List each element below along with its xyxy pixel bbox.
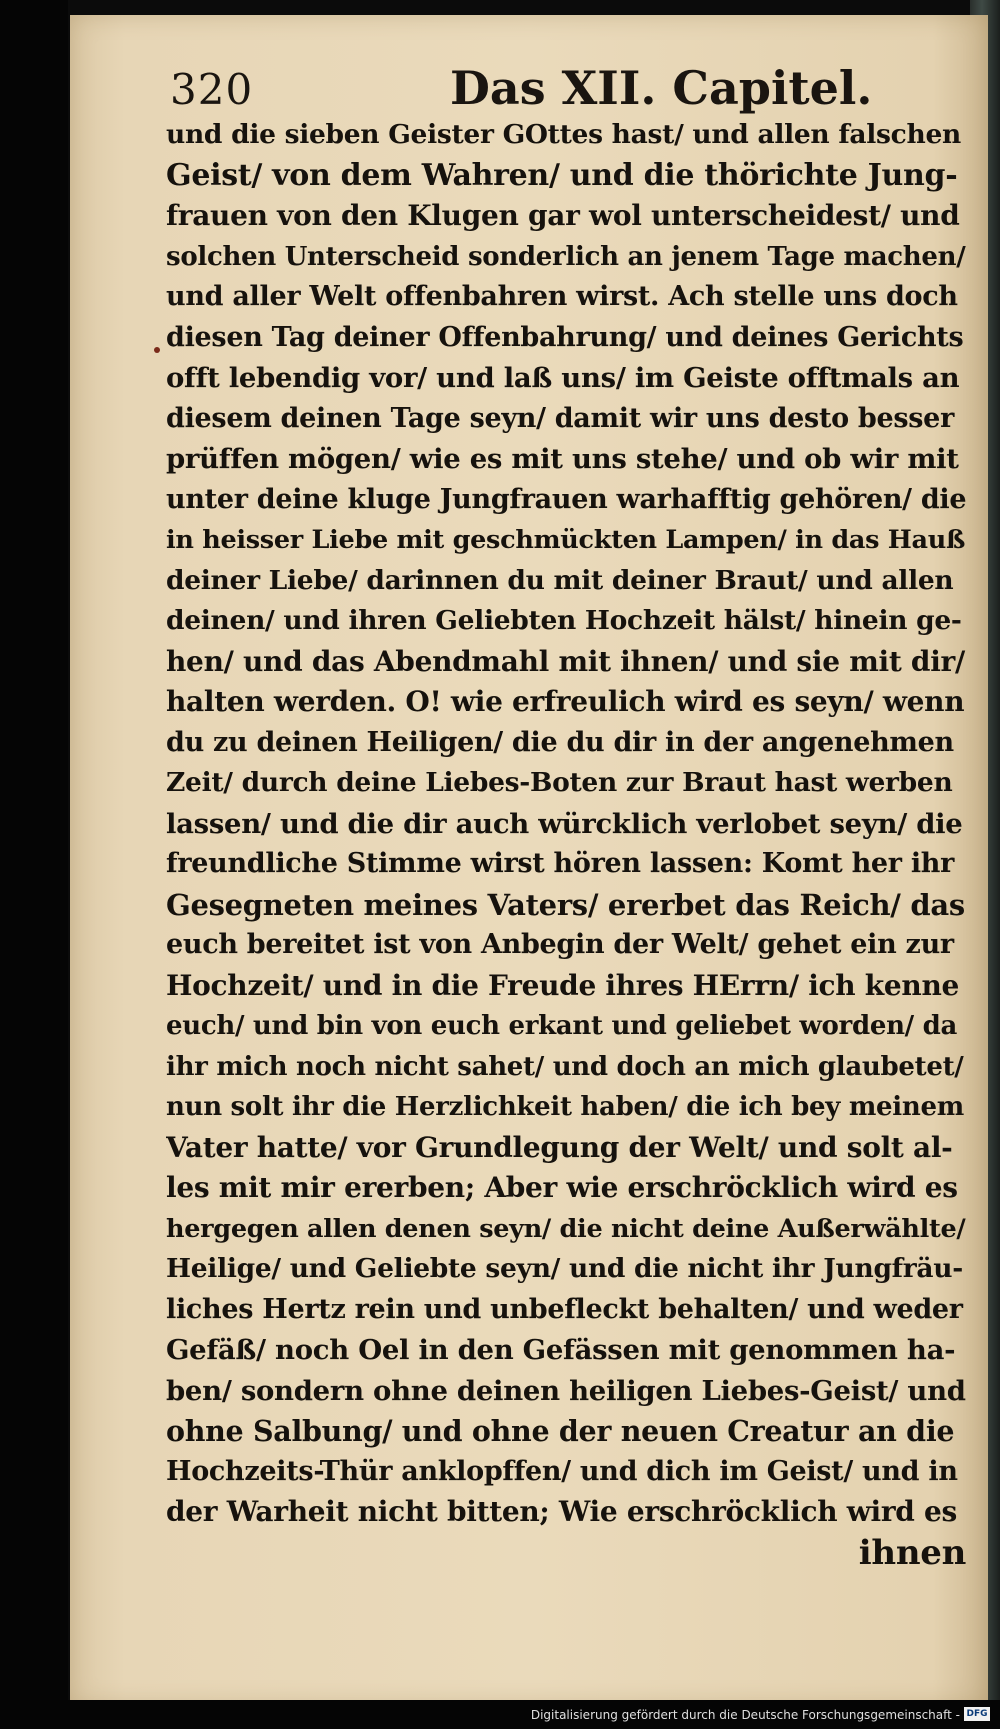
text-line: nun solt ihr die Herzlichkeit haben/ die ich bey meinem	[166, 1092, 964, 1122]
text-line: Zeit/ durch deine Liebes-Boten zur Braut hast werben	[166, 767, 953, 798]
text-line: euch/ und bin von euch erkant und geliebet worden/ da	[166, 1011, 958, 1041]
text-line: und aller Welt offenbahren wirst. Ach stelle uns doch	[166, 281, 958, 312]
margin-mark	[154, 347, 160, 353]
text-line: Hochzeits-Thür anklopffen/ und dich im Geist/ und in	[166, 1455, 958, 1487]
text-line: Gesegneten meines Vaters/ ererbet das Reich/ das	[166, 887, 965, 922]
text-line: ihr mich noch nicht sahet/ und doch an mich glaubetet/	[166, 1051, 964, 1082]
text-line: diesen Tag deiner Offenbahrung/ und deines Gerichts	[166, 321, 964, 353]
dfg-logo: DFG	[964, 1707, 990, 1721]
text-line: Hochzeit/ und in die Freude ihres HErrn/ ich kenne	[166, 968, 960, 1002]
body-text	[166, 115, 966, 1573]
page-number: 320	[170, 65, 254, 114]
text-line: frauen von den Klugen gar wol unterscheidest/ und	[166, 199, 960, 232]
text-line: les mit mir ererben; Aber wie erschröcklich wird es	[166, 1171, 958, 1204]
scan-background-left	[0, 0, 68, 1729]
text-line: solchen Unterscheid sonderlich an jenem Tage machen/	[166, 241, 966, 272]
text-line: in heisser Liebe mit geschmückten Lampen/ in das Hauß	[166, 525, 966, 555]
text-line: der Warheit nicht bitten; Wie erschröcklich wird es	[166, 1495, 957, 1528]
text-line: Geist/ von dem Wahren/ und die thörichte Jung-	[166, 157, 958, 193]
text-line: offt lebendig vor/ und laß uns/ im Geiste offtmals an	[166, 362, 960, 394]
text-line: deiner Liebe/ darinnen du mit deiner Braut/ und allen	[166, 564, 954, 596]
text-line: freundliche Stimme wirst hören lassen: Komt her ihr	[166, 848, 955, 879]
text-line: hen/ und das Abendmahl mit ihnen/ und sie mit dir/	[166, 644, 965, 678]
catchword: ihnen	[858, 1532, 966, 1573]
text-line: diesem deinen Tage seyn/ damit wir uns desto besser	[166, 402, 954, 434]
text-line: hergegen allen denen seyn/ die nicht deine Außerwählte/	[166, 1213, 966, 1244]
running-head: Das XII. Capitel.	[450, 61, 873, 115]
text-line: unter deine kluge Jungfrauen warhafftig gehören/ die	[166, 483, 966, 515]
book-page	[70, 15, 988, 1705]
text-line: halten werden. O! wie erfreulich wird es seyn/ wenn	[166, 685, 965, 718]
text-line: deinen/ und ihren Geliebten Hochzeit hälst/ hinein ge-	[166, 605, 962, 636]
footer-credit: Digitalisierung gefördert durch die Deutsche Forschungsgemeinschaft -	[530, 1708, 960, 1722]
text-line: du zu deinen Heiligen/ die du dir in der angenehmen	[166, 726, 954, 758]
text-line: liches Hertz rein und unbefleckt behalten/ und weder	[166, 1293, 963, 1325]
text-line: Gefäß/ noch Oel in den Gefässen mit genommen ha-	[166, 1334, 956, 1366]
text-line: prüffen mögen/ wie es mit uns stehe/ und ob wir mit	[166, 443, 959, 475]
text-line: Heilige/ und Geliebte seyn/ und die nicht ihr Jungfräu-	[166, 1253, 963, 1284]
text-line: ben/ sondern ohne deinen heiligen Liebes-Geist/ und	[166, 1374, 966, 1407]
text-line: lassen/ und die dir auch würcklich verlobet seyn/ die	[166, 807, 963, 840]
text-line: und die sieben Geister GOttes hast/ und allen falschen	[166, 119, 962, 150]
text-line: ohne Salbung/ und ohne der neuen Creatur an die	[166, 1414, 955, 1448]
text-line: Vater hatte/ vor Grundlegung der Welt/ und solt al-	[166, 1130, 953, 1164]
text-line: euch bereitet ist von Anbegin der Welt/ gehet ein zur	[166, 929, 954, 960]
